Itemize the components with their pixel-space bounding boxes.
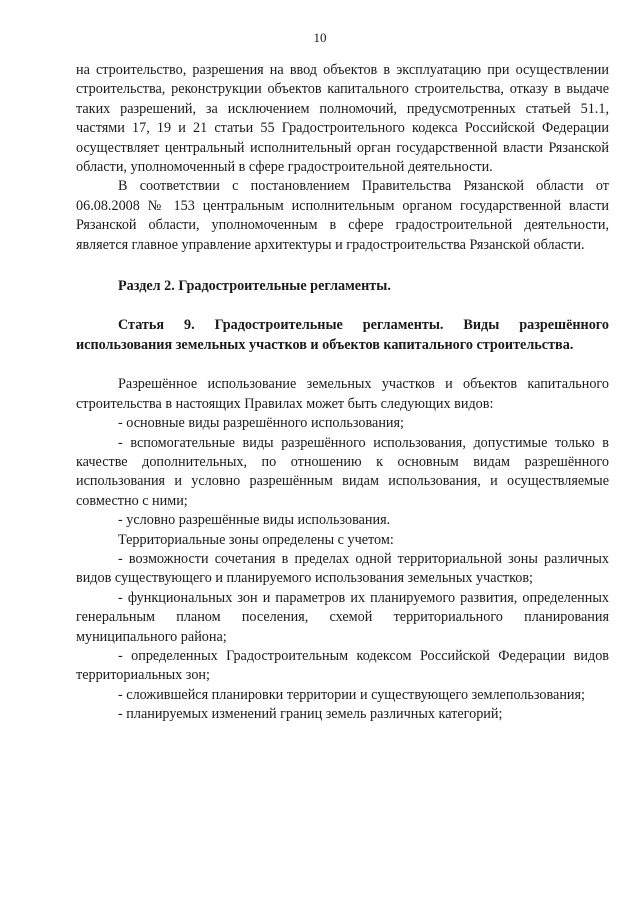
paragraph-zones-intro: Территориальные зоны определены с учетом: (118, 531, 394, 548)
list-item-auxiliary-uses: - вспомогательные виды разрешённого использования, допустимые только в качестве дополнительных, по отношению к основным видам разрешённого использования и условно разрешённым видам использования, и осуществляемые совместно с ними; (76, 434, 609, 509)
article-heading: Статья 9. Градостроительные регламенты. Виды разрешённого использования земельных участков и объектов капитального строительства. (76, 317, 609, 353)
paragraph-resolution: В соответствии с постановлением Правительства Рязанской области от 06.08.2008 № 153 центральным исполнительным органом государственной власти Рязанской области, уполномоченным в сфере градостроительной деятельности, является главное управление архитектуры и градостроительства Рязанской области. (76, 178, 609, 253)
list-item-conditional-uses: - условно разрешённые виды использования. (118, 512, 391, 529)
list-item-zone-combination: - возможности сочетания в пределах одной территориальной зоны различных видов существующего и планируемого использования земельных участков; (76, 550, 609, 587)
list-item-boundary-changes: - планируемых изменений границ земель различных категорий; (118, 706, 503, 723)
paragraph-permitted-use: Разрешённое использование земельных участков и объектов капитального строительства в настоящих Правилах может быть следующих видов: (76, 376, 609, 412)
list-item-zone-types: - определенных Градостроительным кодексом Российской Федерации видов территориальных зон; (76, 647, 609, 684)
paragraph-continuation: на строительство, разрешения на ввод объектов в эксплуатацию при осуществлении строительства, реконструкции объектов капитального строительства, отказу в выдаче таких разрешений, за исключением полномочий, предусмотренных статьей 51.1, частями 17, 19 и 21 статьи 55 Градостроительного кодекса Российской Федерации осуществляет центральный исполнительный орган государственной власти Рязанской области, уполномоченный в сфере градостроительной деятельности. (76, 62, 609, 176)
list-item-existing-planning: - сложившейся планировки территории и существующего землепользования; (118, 686, 585, 703)
page-number: 10 (313, 30, 327, 45)
document-body (76, 61, 609, 725)
list-item-main-uses: - основные виды разрешённого использования; (118, 415, 404, 432)
list-item-functional-zones: - функциональных зон и параметров их планируемого развития, определенных генеральным планом поселения, схемой территориального планирования муниципального района; (76, 589, 609, 645)
section-heading: Раздел 2. Градостроительные регламенты. (118, 278, 391, 295)
